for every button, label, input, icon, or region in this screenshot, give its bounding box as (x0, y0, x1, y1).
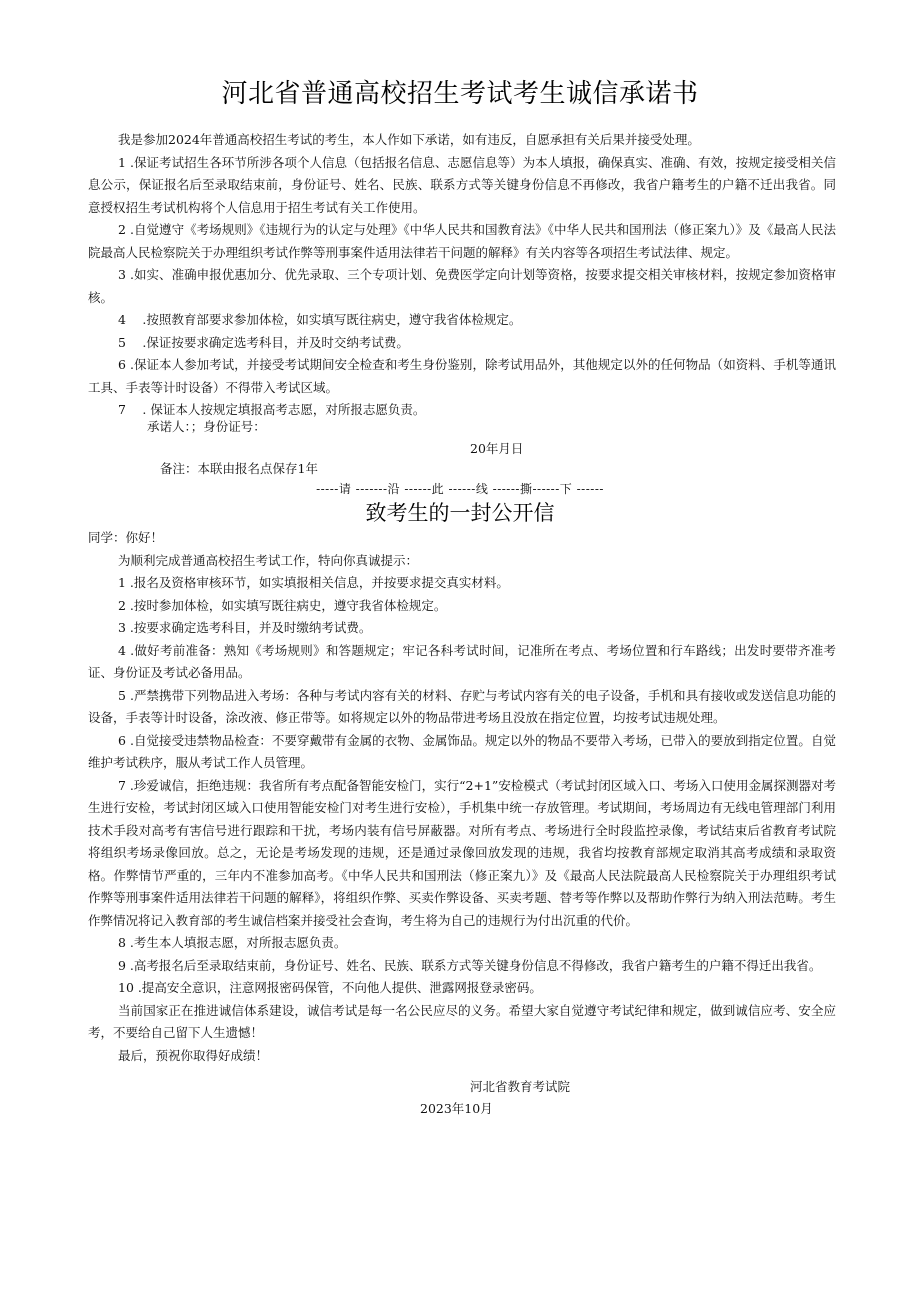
letter-intro: 为顺利完成普通高校招生考试工作，特向你真诚提示： (118, 552, 419, 568)
pledge-item-5: 5 .保证按要求确定选考科目，并及时交纳考试费。 (118, 334, 409, 350)
letter-item-6: 6 .自觉接受违禁物品检查：不要穿戴带有金属的衣物、金属饰品。规定以外的物品不要带入考场，已带入的要放到指定位置。自觉维护考试秩序，服从考试工作人员管理。 (88, 732, 836, 770)
letter-issuer: 河北省教育考试院 (470, 1079, 571, 1094)
letter-item-5: 5 .严禁携带下列物品进入考场：各种与考试内容有关的材料、存贮与考试内容有关的电子设备，手机和具有接收或发送信息功能的设备，手表等计时设备，涂改液、修正带等。如将规定以外的物品带进考场且没放在指定位置，均按考试违规处理。 (88, 687, 836, 725)
pledge-date: 20年月日 (470, 441, 524, 456)
letter-item-3: 3 .按要求确定选考科目，并及时缴纳考试费。 (118, 620, 372, 635)
letter-item-2: 2 .按时参加体检，如实填写既往病史，遵守我省体检规定。 (118, 597, 447, 613)
letter-closing: 当前国家正在推进诚信体系建设，诚信考试是每一名公民应尽的义务。希望大家自觉遵守考试纪律和规定，做到诚信应考、安全应考，不要给自己留下人生遗憾！ (88, 1002, 836, 1040)
pledge-item-4: 4 .按照教育部要求参加体检，如实填写既往病史，遵守我省体检规定。 (118, 312, 522, 327)
pledge-body (88, 129, 836, 422)
letter-item-10: 10 .提高安全意识，注意网报密码保管，不向他人提供、泄露网报登录密码。 (118, 980, 542, 995)
pledge-item-6: 6 .保证本人参加考试，并接受考试期间安全检查和考生身份鉴别，除考试用品外，其他规定以外的任何物品（如资料、手机等通讯工具、手表等计时设备）不得带入考试区域。 (88, 357, 836, 395)
pledge-item-7: 7 . 保证本人按规定填报高考志愿，对所报志愿负责。 (118, 402, 426, 417)
tear-line: -----请 -------沿 ------此 ------线 ------撕------下 ------ (316, 482, 604, 496)
letter-item-8: 8 .考生本人填报志愿，对所报志愿负责。 (118, 935, 347, 950)
letter-wish: 最后，预祝你取得好成绩！ (118, 1047, 269, 1063)
letter-item-4: 4 .做好考前准备：熟知《考场规则》和答题规定；牢记各科考试时间，记准所在考点、考场位置和行车路线；出发时要带齐准考证、身份证及考试必备用品。 (88, 642, 836, 680)
letter-body (88, 527, 836, 1067)
letter-greeting: 同学：你好！ (88, 530, 164, 545)
letter-item-9: 9 .高考报名后至录取结束前，身份证号、姓名、民族、联系方式等关键身份信息不得修改，我省户籍考生的户籍不得迁出我省。 (118, 957, 822, 973)
pledge-title: 河北省普通高校招生考试考生诚信承诺书 (221, 79, 699, 109)
pledge-item-1: 1 .保证考试招生各环节所涉各项个人信息（包括报名信息、志愿信息等）为本人填报，确保真实、准确、有效，按规定接受相关信息公示，保证报名后至录取结束前，身份证号、姓名、民族、联系方式等关键身份信息不再修改，我省户籍考生的户籍不迁出我省。同意授权招生考试机构将个人信息用于招生考试有关工作使用。 (88, 154, 836, 215)
letter-item-7: 7 .珍爱诚信，拒绝违规：我省所有考点配备智能安检门，实行“2+1”安检模式（考试封闭区域入口、考场入口使用金属探测器对考生进行安检，考试封闭区域入口使用智能安检门对考生进行安检），手机集中统一存放管理。考试期间，考场周边有无线电管理部门利用技术手段对高考有害信号进行跟踪和干扰，考场内装有信号屏蔽器。对所有考点、考场进行全时段监控录像，考试结束后省教育考试院将组织考场录像回放。总之，无论是考场发现的违规，还是通过录像回放发现的违规，我省均按教育部规定取消其高考成绩和录取资格。作弊情节严重的，三年内不准参加高考。《中华人民共和国刑法（修正案九）》及《最高人民法院最高人民检察院关于办理组织考试作弊等刑事案件适用法律若干问题的解释》，将组织作弊、买卖作弊设备、买卖考题、替考等作弊以及帮助作弊行为纳入刑法范畴。考生作弊情况将记入教育部的考生诚信档案并接受社会查询，考生将为自己的违规行为付出沉重的代价。 (88, 777, 836, 928)
pledge-intro: 我是参加2024年普通高校招生考试的考生，本人作如下承诺，如有违反，自愿承担有关后果并接受处理。 (118, 132, 700, 147)
pledge-item-2: 2 .自觉遵守《考场规则》《违规行为的认定与处理》《中华人民共和国教育法》《中华人民共和国刑法（修正案九）》及《最高人民法院最高人民检察院关于办理组织考试作弊等刑事案件适用法律若干问题的解释》有关内容等各项招生考试法律、规定。 (88, 222, 836, 260)
pledge-item-3: 3 .如实、准确申报优惠加分、优先录取、三个专项计划、免费医学定向计划等资格，按要求提交相关审核材料，按规定参加资格审核。 (88, 267, 836, 305)
letter-title: 致考生的一封公开信 (365, 501, 555, 525)
letter-item-1: 1 .报名及资格审核环节，如实填报相关信息，并按要求提交真实材料。 (118, 575, 509, 590)
letter-date: 2023年10月 (420, 1101, 493, 1116)
pledge-note: 备注：本联由报名点保存1年 (160, 461, 318, 476)
pledge-signer-line: 承诺人：；身份证号： (147, 419, 266, 434)
